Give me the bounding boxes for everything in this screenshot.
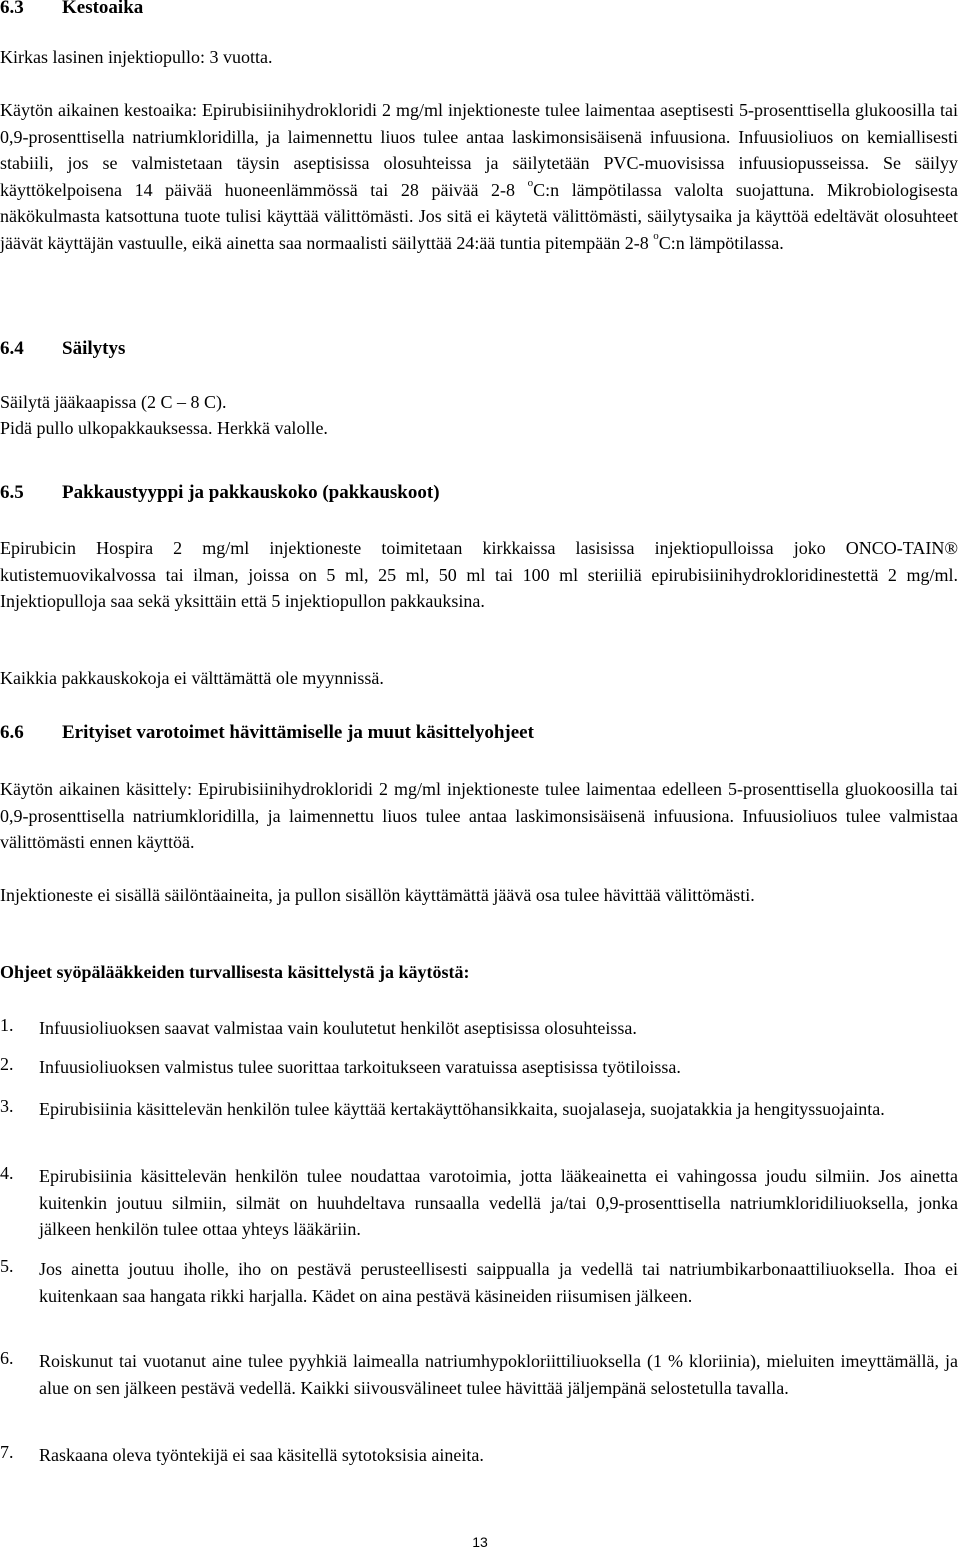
- list-item: [0, 1348, 958, 1401]
- list-number: 2.: [0, 1054, 14, 1074]
- list-text: Epirubisiinia käsittelevän henkilön tulee käyttää kertakäyttöhansikkaita, suojalaseja, suojatakkia ja hengityssuojainta.: [39, 1099, 885, 1119]
- list-number: 4.: [0, 1163, 14, 1183]
- degree-sup: o: [527, 176, 534, 189]
- list-text: Epirubisiinia käsittelevän henkilön tulee noudattaa varotoimia, jotta lääkeainetta ei vahingossa joudu silmiin. Jos ainetta kuitenkin joutuu silmiin, silmät on huuhdeltava runsaalla vedellä ja/tai 0,9-prosenttisella natriumkloridiliuoksella, jonka jälkeen henkilön tulee ottaa yhteys lääkäriin.: [39, 1166, 958, 1239]
- section-title: Säilytys: [62, 338, 126, 359]
- preservative-paragraph: Injektioneste ei sisällä säilöntäaineita, ja pullon sisällön käyttämättä jäävä osa tulee hävittää välittömästi.: [0, 885, 755, 905]
- section-heading-6-4: [0, 338, 125, 360]
- list-text: Jos ainetta joutuu iholle, iho on pestävä perusteellisesti saippualla ja vedellä tai natriumbikarbonaattiliuoksella. Ihoa ei kuitenkaan saa hangata rikki harjalla. Kädet on aina pestävä käsineiden riisumisen jälkeen.: [39, 1259, 958, 1306]
- list-text: Infuusioliuoksen valmistus tulee suorittaa tarkoitukseen varatuissa aseptisissa työtiloissa.: [39, 1057, 681, 1077]
- list-number: 3.: [0, 1096, 14, 1116]
- section-number: 6.6: [0, 722, 24, 743]
- section-number: 6.5: [0, 482, 24, 503]
- guidelines-heading: Ohjeet syöpälääkkeiden turvallisesta käsittelystä ja käytöstä:: [0, 962, 470, 982]
- list-item: [0, 1442, 958, 1469]
- list-number: 7.: [0, 1442, 14, 1462]
- section-number: 6.3: [0, 0, 24, 18]
- section-number: 6.4: [0, 338, 24, 359]
- shelf-life-line: Kirkas lasinen injektiopullo: 3 vuotta.: [0, 47, 273, 67]
- in-use-shelf-life-paragraph: [0, 97, 958, 256]
- paragraph-text: Käytön aikainen kestoaika: Epirubisiinihydrokloridi 2 mg/ml injektioneste tulee laimentaa aseptisesti 5-prosenttisella glukoosilla tai 0,9-prosenttisella natriumkloridilla, ja laimennettu liuos tulee antaa laskimonsisäisenä infuusiona. Infuusioliuos on kemiallisesti stabiili, jos se valmistetaan täysin aseptisissa olosuhteissa ja säilytetään PVC-muovisissa infuusiopusseissa. Se säilyy käyttökelpoisena 14 päivää huoneenlämmössä tai 28 päivää 2-8: [0, 100, 958, 200]
- list-text: Roiskunut tai vuotanut aine tulee pyyhkiä laimealla natriumhypokloriittiliuoksella (1 % kloriinia), mieluiten imeyttämällä, ja alue on sen jälkeen pestävä vedellä. Kaikki siivousvälineet tulee hävittää jäljempänä selostetulla tavalla.: [39, 1351, 958, 1398]
- paragraph-text: C:n lämpötilassa.: [658, 232, 784, 253]
- package-paragraph: Epirubicin Hospira 2 mg/ml injektioneste toimitetaan kirkkaissa lasisissa injektiopulloissa joko ONCO-TAIN® kutistemuovikalvossa tai ilman, joissa on 5 ml, 25 ml, 50 ml tai 100 ml steriiliä epirubisiinihydrokloridinestettä 2 mg/ml. Injektiopulloja saa sekä yksittäin että 5 injektiopullon pakkauksina.: [0, 538, 958, 611]
- list-number: 6.: [0, 1348, 14, 1368]
- list-item: [0, 1256, 958, 1309]
- paragraph-text: C:n lämpötilassa valolta suojattuna. Mikrobiologisesta näkökulmasta katsottuna tuote tulisi käyttää välittömästi. Jos sitä ei käytetä välittömästi, säilytysaika ja käyttöä edeltävät olosuhteet jäävät käyttäjän vastuulle, eikä ainetta saa normaalisti säilyttää 24:ää tuntia pitempään 2-8: [0, 179, 959, 253]
- list-item: [0, 1054, 958, 1081]
- list-number: 5.: [0, 1256, 14, 1276]
- package-availability-line: Kaikkia pakkauskokoja ei välttämättä ole myynnissä.: [0, 668, 384, 688]
- section-heading-6-3: [0, 0, 143, 19]
- storage-line-1: Säilytä jääkaapissa (2 C – 8 C).: [0, 392, 227, 412]
- section-title: Pakkaustyyppi ja pakkauskoko (pakkauskoot): [62, 482, 440, 503]
- list-item: [0, 1163, 958, 1243]
- section-title: Erityiset varotoimet hävittämiselle ja muut käsittelyohjeet: [62, 722, 534, 743]
- list-text: Raskaana oleva työntekijä ei saa käsitellä sytotoksisia aineita.: [39, 1445, 484, 1465]
- section-heading-6-5: [0, 482, 440, 504]
- list-text: Infuusioliuoksen saavat valmistaa vain koulutetut henkilöt aseptisissa olosuhteissa.: [39, 1018, 637, 1038]
- degree-sup: o: [653, 229, 659, 242]
- section-heading-6-6: [0, 722, 534, 744]
- handling-paragraph: Käytön aikainen käsittely: Epirubisiinihydrokloridi 2 mg/ml injektioneste tulee laimentaa edelleen 5-prosenttisella gluokoosilla tai 0,9-prosenttisella natriumkloridilla, ja laimennettu liuos tulee antaa laskimonsisäisenä infuusiona. Infuusioliuos tulee valmistaa välittömästi ennen käyttöä.: [0, 779, 958, 852]
- page-number: 13: [472, 1534, 488, 1550]
- list-item: [0, 1015, 958, 1042]
- list-number: 1.: [0, 1015, 14, 1035]
- section-title: Kestoaika: [62, 0, 144, 18]
- storage-line-2: Pidä pullo ulkopakkauksessa. Herkkä valolle.: [0, 418, 328, 438]
- list-item: [0, 1096, 958, 1123]
